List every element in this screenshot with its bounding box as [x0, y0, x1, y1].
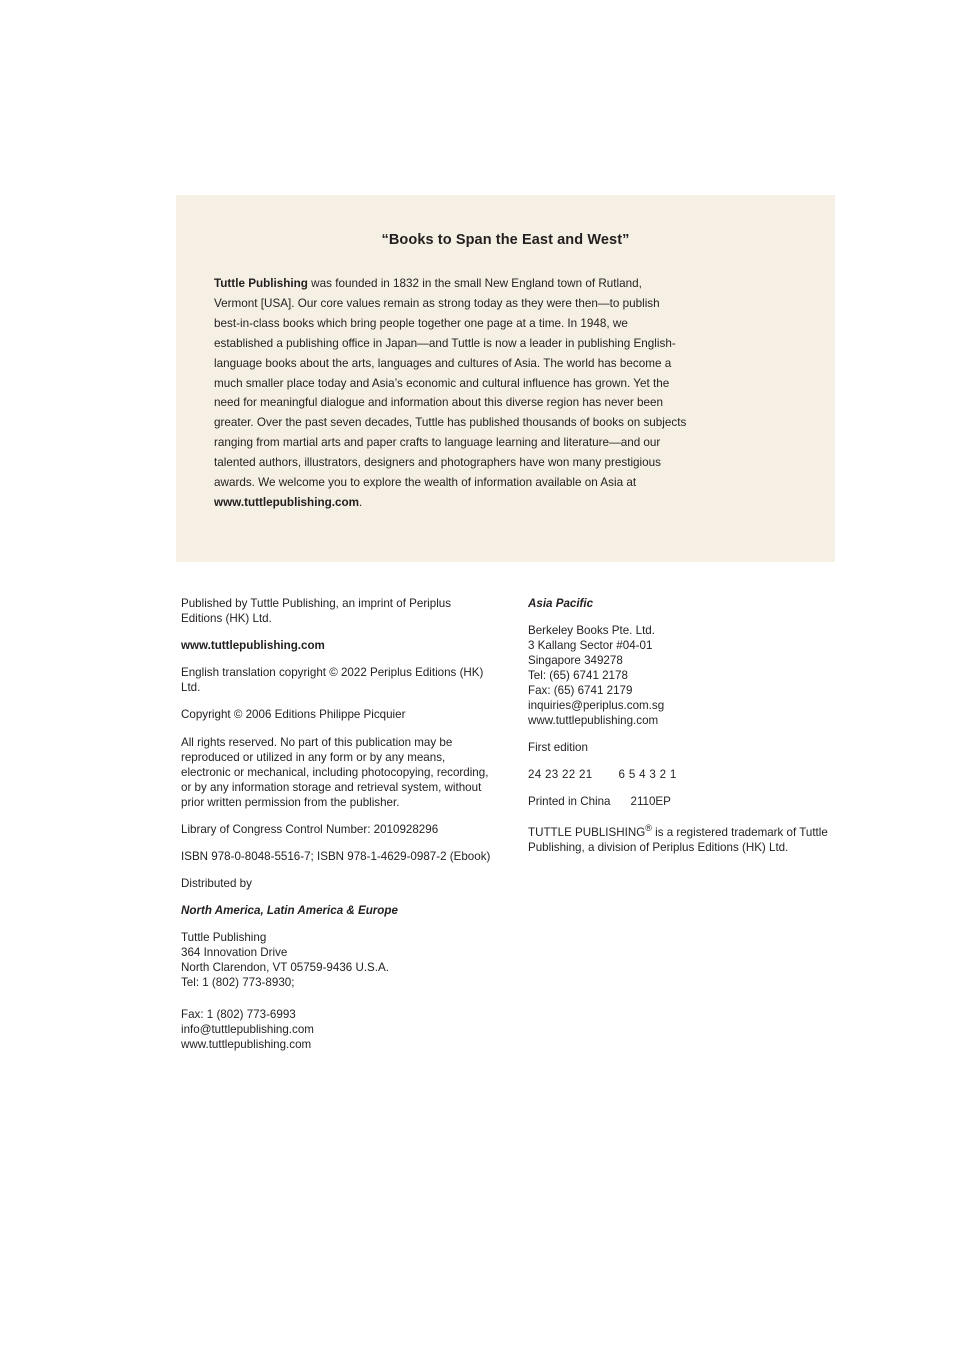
printed-in-line	[528, 794, 828, 809]
rights-reserved-text: All rights reserved. No part of this publication may be reproduced or utilized in any form or by any means, electronic or mechanical, including photocopying, recording, or by any information storage and retrieval system, without prior written permission from the publisher.	[181, 735, 489, 809]
tel-line: Tel: (65) 6741 2178	[528, 669, 628, 683]
promo-body-end: .	[359, 495, 363, 509]
email-link[interactable]: info@tuttlepublishing.com	[181, 1023, 314, 1037]
website-link[interactable]: www.tuttlepublishing.com	[528, 714, 659, 728]
registered-trademark-icon: ®	[645, 823, 652, 834]
promo-body-text: was founded in 1832 in the small New England town of Rutland, Vermont [USA]. Our core values remain as strong today as they were then—to publish best-in-class books which bring people together one page at a time. In 1948, we established a publishing office in Japan—and Tuttle is now a leader in publishing English-language books about the arts, languages and cultures of Asia. The world has become a much smaller place today and Asia’s economic and cultural influence has grown. Yet the need for meaningful dialogue and information about this diverse region has never been greater. Over the past seven decades, Tuttle has published thousands of books on subjects ranging from martial arts and paper crafts to language learning and literature—and our talented authors, illustrators, designers and photographers have won many prestigious awards. We welcome you to explore the wealth of information available on Asia at	[214, 277, 687, 490]
fax-line: Fax: (65) 6741 2179	[528, 684, 633, 698]
print-run-line	[528, 767, 828, 782]
address-line: North Clarendon, VT 05759-9436 U.S.A.	[181, 961, 389, 975]
region-heading-asia-pacific: Asia Pacific	[528, 597, 594, 610]
promo-panel	[176, 195, 835, 562]
print-run-numbers: 6 5 4 3 2 1	[618, 768, 677, 782]
north-america-contact	[181, 1007, 491, 1052]
distributed-by-label: Distributed by	[181, 877, 252, 891]
address-line: Berkeley Books Pte. Ltd.	[528, 624, 655, 638]
imprint-right-column	[528, 596, 828, 855]
imprint-left-column	[181, 596, 491, 1052]
website-link[interactable]: www.tuttlepublishing.com	[181, 1038, 312, 1052]
email-link[interactable]: inquiries@periplus.com.sg	[528, 699, 665, 713]
promo-website-link[interactable]: www.tuttlepublishing.com	[214, 495, 360, 509]
address-line: 3 Kallang Sector #04-01	[528, 639, 653, 653]
address-line: 364 Innovation Drive	[181, 946, 288, 960]
lccn-text: Library of Congress Control Number: 2010928296	[181, 823, 439, 837]
original-copyright-text: Copyright © 2006 Editions Philippe Picquier	[181, 708, 406, 722]
trademark-text: is a registered trademark of Tuttle Publishing, a division of Periplus Editions (HK) Ltd.	[528, 826, 828, 855]
address-line: Tuttle Publishing	[181, 931, 267, 945]
edition-label: First edition	[528, 741, 588, 755]
published-by-text: Published by Tuttle Publishing, an imprint of Periplus Editions (HK) Ltd.	[181, 597, 452, 626]
isbn-text: ISBN 978-0-8048-5516-7; ISBN 978-1-4629-0987-2 (Ebook)	[181, 850, 491, 864]
promo-title: “Books to Span the East and West”	[381, 232, 630, 248]
asia-pacific-address	[528, 623, 828, 728]
printed-in-label: Printed in China	[528, 795, 611, 809]
trademark-notice	[528, 821, 828, 855]
publisher-website-link[interactable]: www.tuttlepublishing.com	[181, 639, 325, 653]
imprint-block	[0, 596, 960, 1052]
address-line: Tel: 1 (802) 773-8930;	[181, 976, 295, 990]
trademark-name: TUTTLE PUBLISHING	[528, 826, 646, 840]
address-line: Singapore 349278	[528, 654, 623, 668]
print-run-years: 24 23 22 21	[528, 768, 593, 782]
north-america-address	[181, 930, 491, 990]
region-heading-north-america: North America, Latin America & Europe	[181, 904, 398, 918]
fax-line: Fax: 1 (802) 773-6993	[181, 1008, 296, 1022]
print-code: 2110EP	[630, 795, 671, 809]
promo-lead-bold: Tuttle Publishing	[214, 277, 308, 290]
promo-body	[214, 248, 688, 513]
translation-copyright-text: English translation copyright © 2022 Periplus Editions (HK) Ltd.	[181, 666, 484, 695]
